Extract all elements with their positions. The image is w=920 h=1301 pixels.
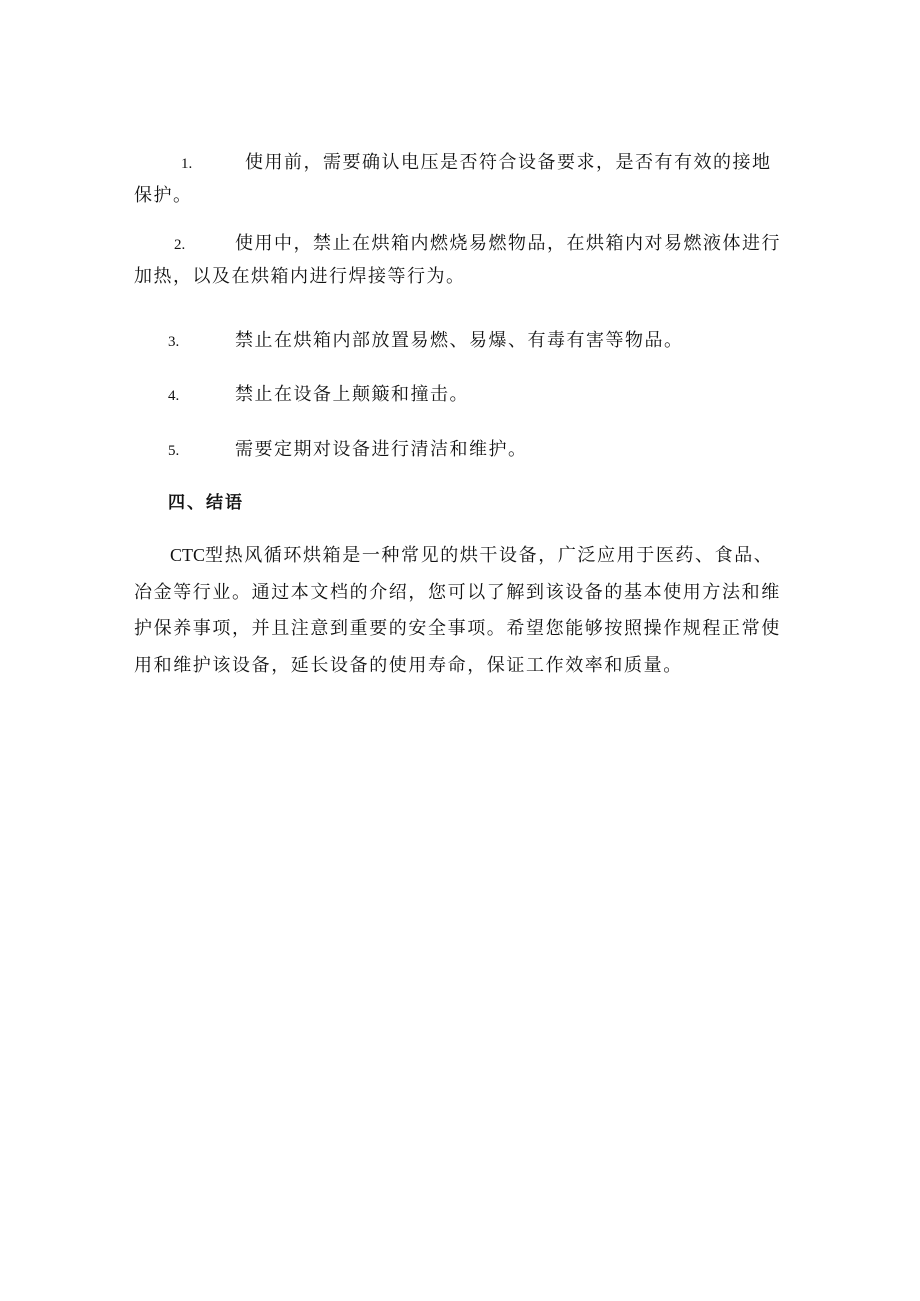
conclusion-body: 型热风循环烘箱是一种常见的烘干设备，广泛应用于医药、食品、冶金等行业。通过本文档的介绍，您可以了解到该设备的基本使用方法和维护保养事项，并且注意到重要的安全事项。希望您能够按照操作规程正常使用和维护该设备，延长设备的使用寿命，保证工作效率和质量。 xyxy=(134,545,781,676)
list-item-1 xyxy=(134,147,786,211)
conclusion-paragraph xyxy=(134,537,786,684)
list-number: 1. xyxy=(181,156,193,172)
list-text: 使用中，禁止在烘箱内燃烧易燃物品，在烘箱内对易燃液体进行加热，以及在烘箱内进行焊接等行为。 xyxy=(134,233,781,287)
list-text: 禁止在设备上颠簸和撞击。 xyxy=(235,384,469,405)
section-heading: 四、结语 xyxy=(168,493,244,513)
list-text: 使用前，需要确认电压是否符合设备要求，是否有有效的接地保护。 xyxy=(134,152,772,206)
list-text: 需要定期对设备进行清洁和维护。 xyxy=(235,439,528,460)
list-item-5 xyxy=(134,434,786,467)
list-text: 禁止在烘箱内部放置易燃、易爆、有毒有害等物品。 xyxy=(235,330,684,351)
conclusion-lead: CTC xyxy=(170,545,206,565)
list-item-4 xyxy=(134,379,786,412)
list-item-2 xyxy=(134,228,786,292)
list-item-3 xyxy=(134,325,786,358)
list-number: 4. xyxy=(168,388,180,404)
list-number: 5. xyxy=(168,443,180,459)
list-number: 3. xyxy=(168,334,180,350)
list-number: 2. xyxy=(174,237,186,253)
